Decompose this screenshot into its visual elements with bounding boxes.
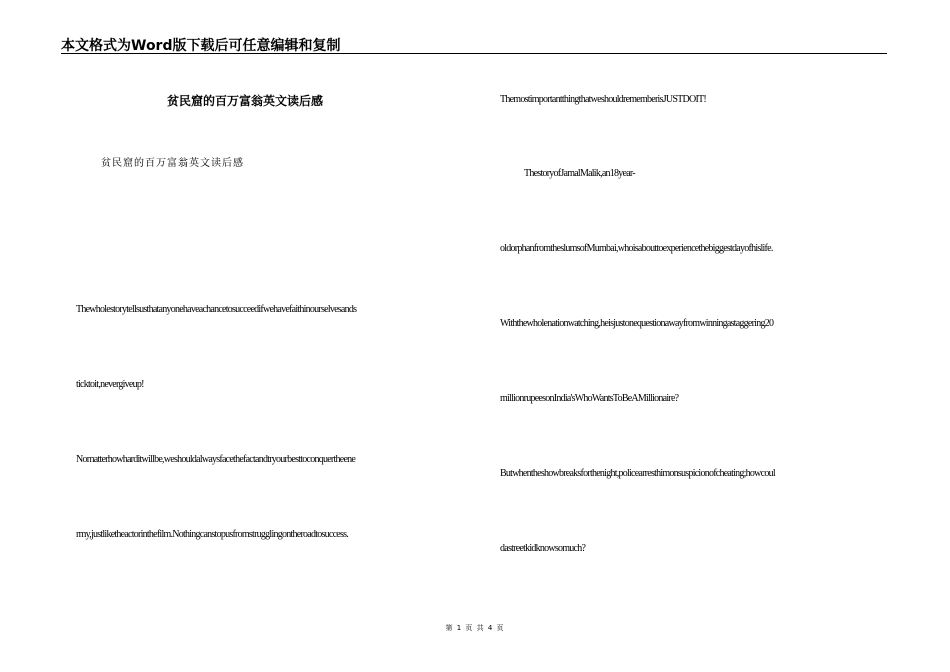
paragraph-line: rmy,justliketheactorinthefilm.Nothingcanstopusfromstrugglingontheroadtosuccess. <box>76 529 348 540</box>
paragraph-line: ThestoryofJamalMalik,an18year- <box>524 168 635 179</box>
paragraph-line: Withthewholenationwatching,heisjustonequestionawayfromwinningastaggering20 <box>500 318 774 329</box>
paragraph-line: Butwhentheshowbreaksforthenight,policearresthimonsuspicionofcheating;howcoul <box>500 468 775 479</box>
paragraph-line: oldorphanfromtheslumsofMumbai,whoisabouttoexperiencethebiggestdayofhislife. <box>500 243 773 254</box>
page-footer: 第 1 页 共 4 页 <box>445 624 505 632</box>
paragraph-line: dastreetkidknowsomuch? <box>500 543 586 554</box>
header-text: 本文格式为Word版下载后可任意编辑和复制 <box>61 38 341 54</box>
document-subtitle: 贫民窟的百万富翁英文读后感 <box>101 158 244 169</box>
paragraph-line: ThemostimportantthingthatweshouldrememberisJUSTDOIT! <box>500 94 706 105</box>
paragraph-line: millionrupeesonIndia'sWhoWantsToBeAMillionaire? <box>500 393 679 404</box>
document-title: 贫民窟的百万富翁英文读后感 <box>167 94 324 108</box>
paragraph-line: Thewholestorytellsusthatanyonehaveachancetosucceedifwehavefaithinourselvesands <box>76 304 357 315</box>
page-header <box>61 33 887 54</box>
paragraph-line: Nomatterhowharditwillbe,weshouldalwaysfacethefactandtryourbesttoconquertheene <box>76 454 356 465</box>
paragraph-line: ticktoit,nevergiveup! <box>76 379 144 390</box>
